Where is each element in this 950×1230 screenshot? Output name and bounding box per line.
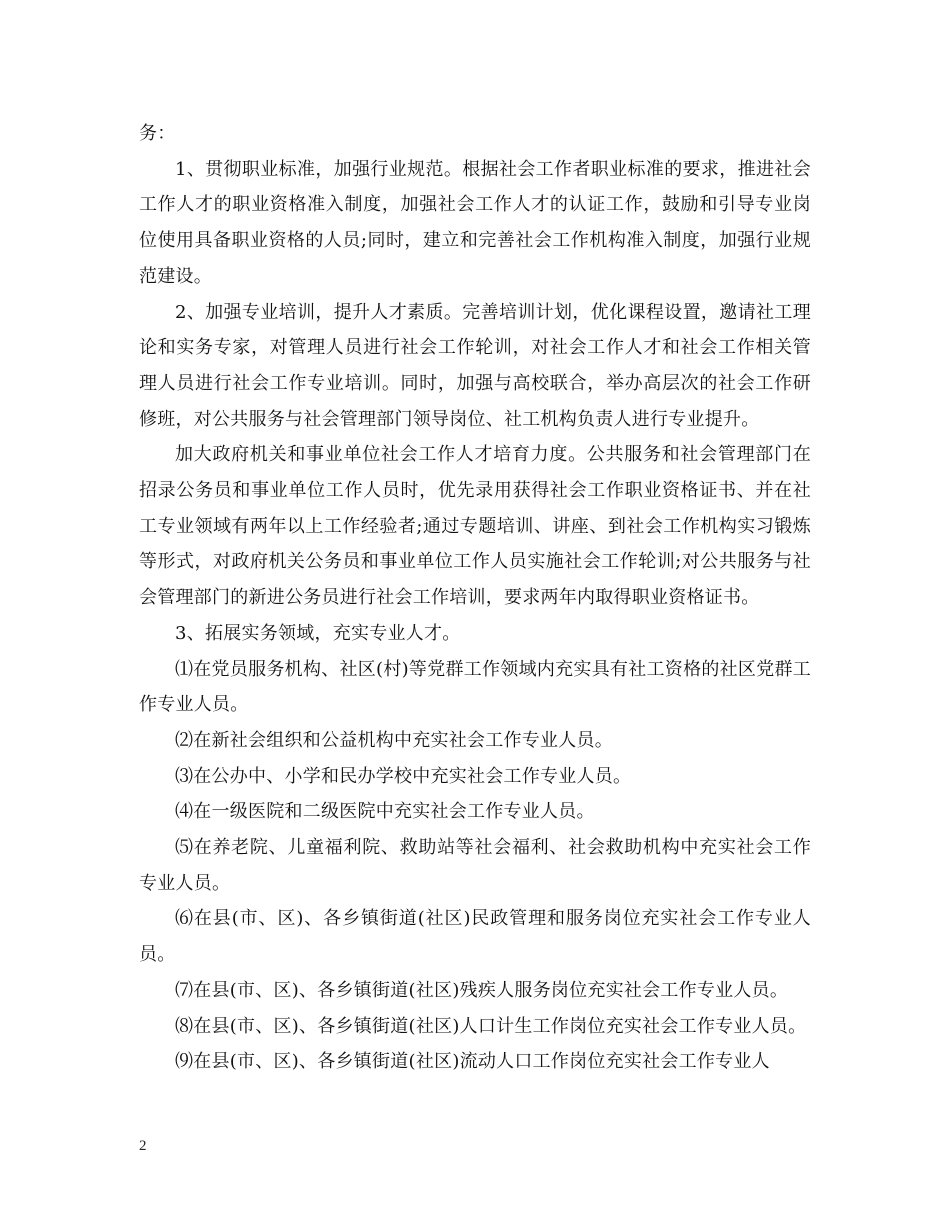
list-item-sub-9: ⑼在县(市、区)、各乡镇街道(社区)流动人口工作岗位充实社会工作专业人 — [175, 1051, 770, 1073]
list-item-sub-4: ⑷在一级医院和二级医院中充实社会工作专业人员。 — [175, 801, 595, 823]
page-number: 2 — [139, 1138, 147, 1154]
list-item-sub-2: ⑵在新社会组织和公益机构中充实社会工作专业人员。 — [175, 729, 613, 751]
paragraph-item-1: 1、贯彻职业标准，加强行业规范。根据社会工作者职业标准的要求，推进社会工作人才的职业资格准入制度，加强社会工作人才的认证工作，鼓励和引导专业岗位使用具备职业资格的人员;同时，建立和完善社会工作机构准入制度，加强行业规范建设。 — [139, 158, 811, 287]
document-body — [139, 116, 811, 1080]
paragraph-item-2: 2、加强专业培训，提升人才素质。完善培训计划，优化课程设置，邀请社工理论和实务专家，对管理人员进行社会工作轮训，对社会工作人才和社会工作相关管理人员进行社会工作专业培训。同时，加强与高校联合，举办高层次的社会工作研修班，对公共服务与社会管理部门领导岗位、社工机构负责人进行专业提升。 — [139, 301, 811, 430]
list-item-sub-8: ⑻在县(市、区)、各乡镇街道(社区)人口计生工作岗位充实社会工作专业人员。 — [175, 1015, 807, 1037]
paragraph-government-training: 加大政府机关和事业单位社会工作人才培育力度。公共服务和社会管理部门在招录公务员和事业单位工作人员时，优先录用获得社会工作职业资格证书、并在社工专业领域有两年以上工作经验者;通过专题培训、讲座、到社会工作机构实习锻炼等形式，对政府机关公务员和事业单位工作人员实施社会工作轮训;对公共服务与社会管理部门的新进公务员进行社会工作培训，要求两年内取得职业资格证书。 — [139, 444, 811, 609]
paragraph-item-3: 3、拓展实务领域，充实专业人才。 — [175, 622, 461, 644]
list-item-sub-1: ⑴在党员服务机构、社区(村)等党群工作领域内充实具有社工资格的社区党群工作专业人员。 — [139, 658, 811, 716]
list-item-sub-6: ⑹在县(市、区)、各乡镇街道(社区)民政管理和服务岗位充实社会工作专业人员。 — [139, 908, 811, 966]
paragraph-continuation: 务： — [139, 123, 176, 144]
list-item-sub-7: ⑺在县(市、区)、各乡镇街道(社区)残疾人服务岗位充实社会工作专业人员。 — [175, 979, 789, 1001]
list-item-sub-5: ⑸在养老院、儿童福利院、救助站等社会福利、社会救助机构中充实社会工作专业人员。 — [139, 837, 811, 894]
list-item-sub-3: ⑶在公办中、小学和民办学校中充实社会工作专业人员。 — [175, 765, 632, 787]
